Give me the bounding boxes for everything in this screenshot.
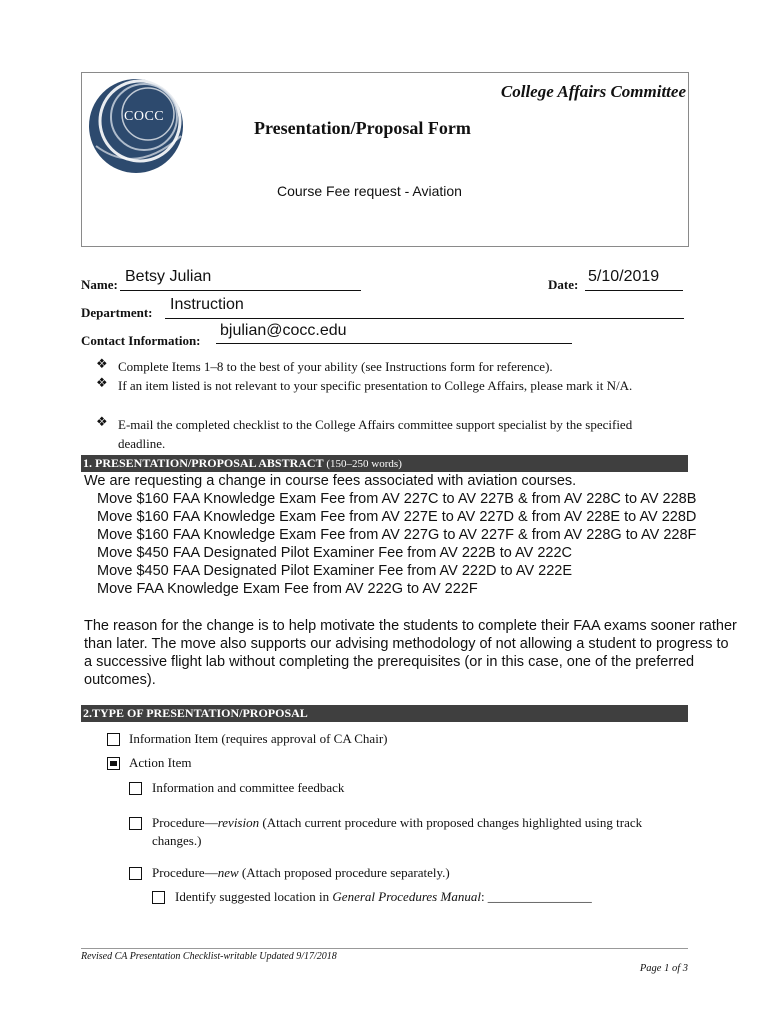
section-2-header [81,705,688,722]
procedure-revision-checkbox[interactable] [129,817,142,830]
department-label: Department: [81,305,153,320]
procedure-revision-post: (Attach current procedure with proposed changes highlighted using track changes.) [152,815,643,848]
date-underline [585,290,683,291]
section-2-title: 2.TYPE OF PRESENTATION/PROPOSAL [83,706,308,720]
abstract-line[interactable]: Move $160 FAA Knowledge Exam Fee from AV 227G to AV 227F & from AV 228G to AV 228F [97,527,697,543]
section-1-note: (150–250 words) [326,458,402,470]
name-field[interactable]: Betsy Julian [125,268,212,285]
abstract-line[interactable]: Move $160 FAA Knowledge Exam Fee from AV 227C to AV 227B & from AV 228C to AV 228B [97,491,697,507]
date-label: Date: [548,277,579,292]
diamond-bullet-icon: ❖ [96,376,108,391]
committee-name: College Affairs Committee [500,82,686,101]
abstract-line[interactable]: Move FAA Knowledge Exam Fee from AV 222G to AV 222F [97,581,478,597]
instruction-3: E-mail the completed checklist to the College Affairs committee support specialist by the specified deadline. [118,417,633,451]
footer-revision: Revised CA Presentation Checklist-writable Updated 9/17/2018 [81,951,337,962]
location-checkbox[interactable] [152,891,165,904]
diamond-bullet-icon: ❖ [96,415,108,430]
location-label [175,888,592,906]
information-item-label: Information Item (requires approval of CA Chair) [129,731,388,746]
procedure-new-em: new [217,865,239,880]
procedure-new-label [152,864,450,882]
section-1-header [81,455,688,472]
procedure-revision-label [152,814,687,850]
instruction-2-text: If an item listed is not relevant to your specific presentation to College Affairs, please mark it N/A. [118,378,633,393]
cocc-logo [86,76,186,176]
contact-underline [216,343,572,344]
abstract-line[interactable]: We are requesting a change in course fees associated with aviation courses. [84,473,577,489]
name-label: Name: [81,277,118,292]
location-em: General Procedures Manual [332,889,481,904]
contact-field[interactable]: bjulian@cocc.edu [220,322,347,339]
form-title: Presentation/Proposal Form [254,118,471,138]
instruction-2 [118,376,663,395]
request-subject: Course Fee request - Aviation [277,183,462,199]
name-underline [120,290,361,291]
action-item-checkbox[interactable] [107,757,120,770]
location-pre: Identify suggested location in [175,889,333,904]
abstract-line[interactable]: Move $450 FAA Designated Pilot Examiner Fee from AV 222B to AV 222C [97,545,573,561]
department-underline [165,318,684,319]
diamond-bullet-icon: ❖ [96,357,108,372]
logo-text: COCC [124,109,165,124]
procedure-revision-pre: Procedure— [152,815,218,830]
feedback-checkbox[interactable] [129,782,142,795]
location-post: : ________________ [480,889,592,904]
feedback-label: Information and committee feedback [152,780,345,795]
information-item-checkbox[interactable] [107,733,120,746]
procedure-new-pre: Procedure— [152,865,218,880]
abstract-line[interactable]: Move $450 FAA Designated Pilot Examiner Fee from AV 222D to AV 222E [97,563,573,579]
procedure-new-checkbox[interactable] [129,867,142,880]
abstract-line[interactable]: Move $160 FAA Knowledge Exam Fee from AV 227E to AV 227D & from AV 228E to AV 228D [97,509,697,525]
date-field[interactable]: 5/10/2019 [588,268,660,285]
action-item-label: Action Item [129,755,192,770]
footer-divider [81,948,688,949]
contact-label: Contact Information: [81,333,201,348]
instruction-1: Complete Items 1–8 to the best of your ability (see Instructions form for reference). [118,359,553,374]
section-1-title: 1. PRESENTATION/PROPOSAL ABSTRACT [83,456,324,470]
procedure-new-post: (Attach proposed procedure separately.) [238,865,450,880]
abstract-reason[interactable]: The reason for the change is to help motivate the students to complete their FAA exams sooner rather than later. The move also supports our advising methodology of not allowing a student to progress to a successive flight lab without completing the prerequisites (or in this case, one of the preferred outcomes). [84,618,737,688]
department-field[interactable]: Instruction [170,296,244,313]
page-number: Page 1 of 3 [639,963,688,974]
procedure-revision-em: revision [217,815,260,830]
